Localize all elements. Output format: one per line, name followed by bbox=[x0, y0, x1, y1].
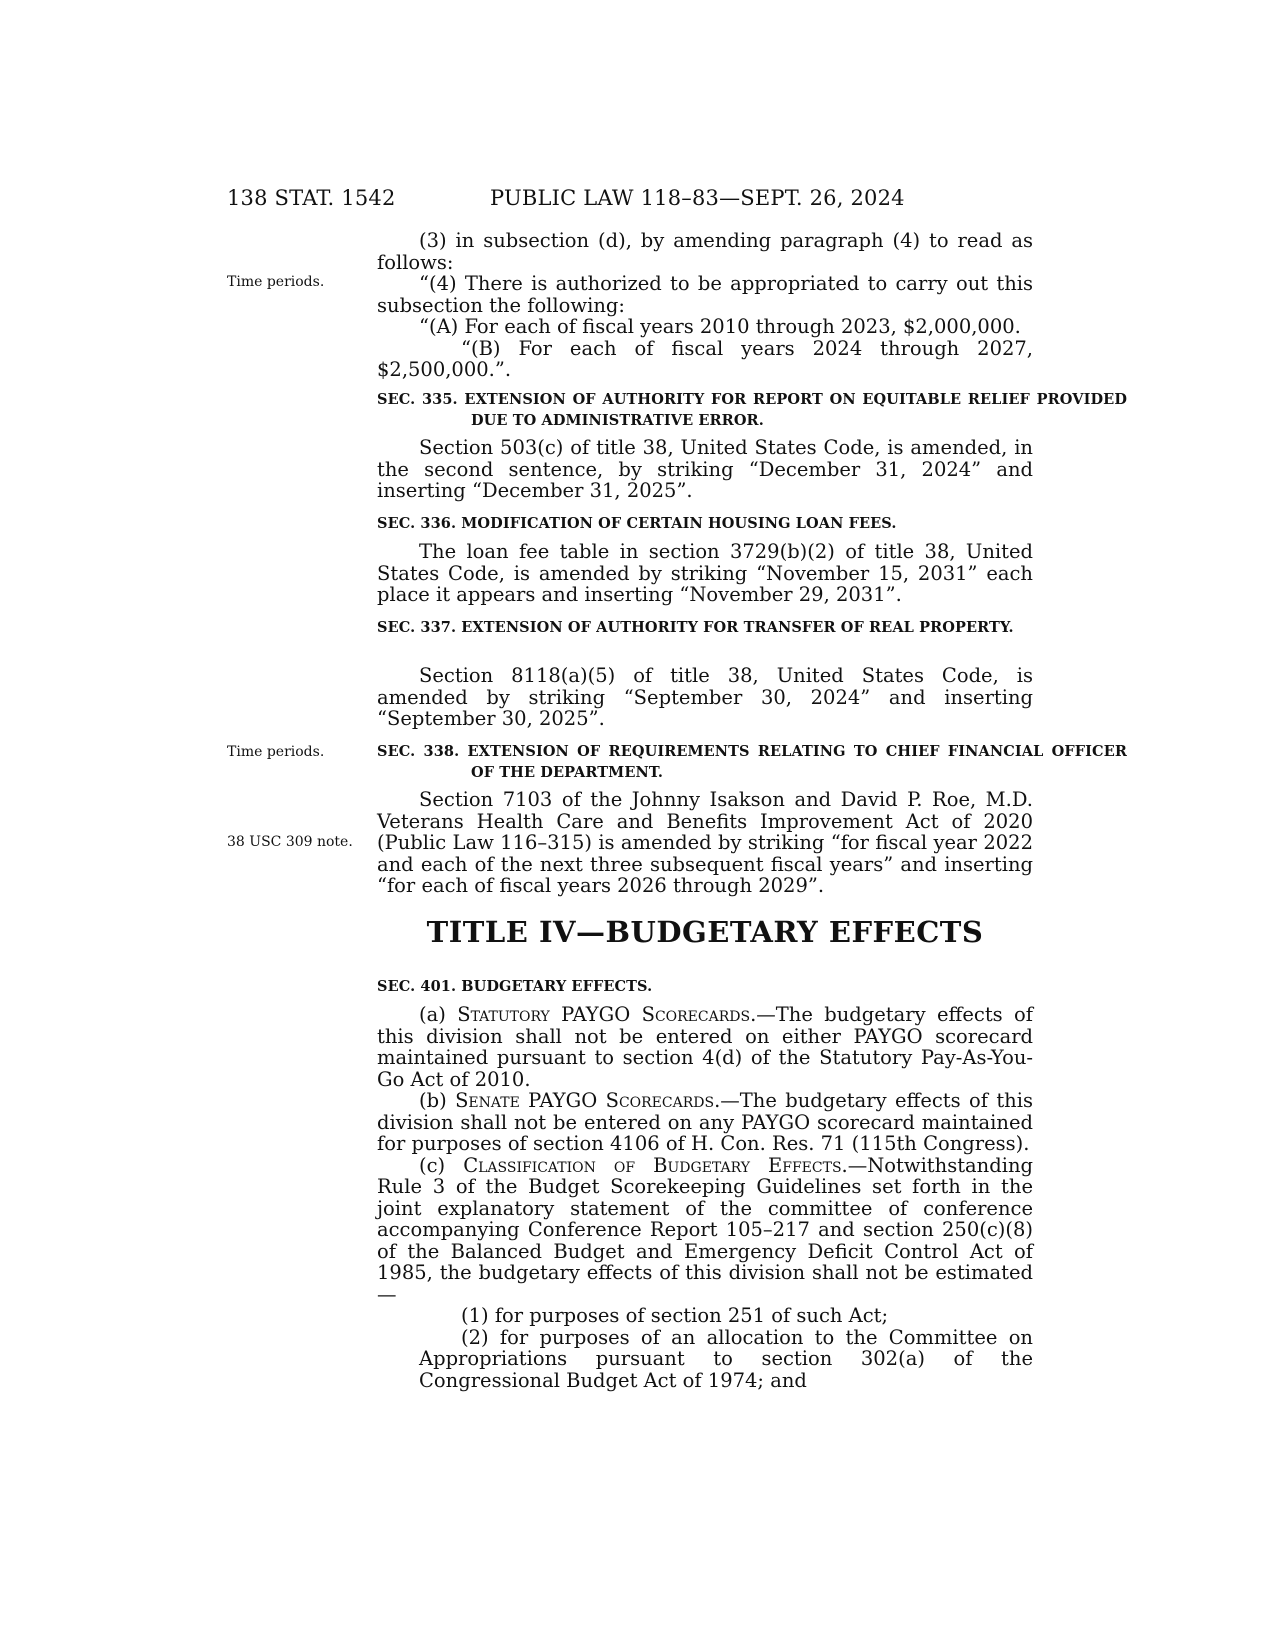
paragraph: Section 503(c) of title 38, United States Code, is amended, in the second sentence, by striking “December 31, 2024” and inserting “December 31, 2025”. bbox=[377, 436, 1033, 502]
paragraph: Section 7103 of the Johnny Isakson and David P. Roe, M.D. Veterans Health Care and Benefits Improvement Act of 2020 (Public Law 116–315) is amended by striking “for fiscal year 2022 and each of the next three subsequent fiscal years” and inserting “for each of fiscal years 2026 through 2029”. bbox=[377, 788, 1033, 897]
subsection-text: .—The budgetary effects of this division shall not be entered on either PAYGO scorecard maintained pursuant to section 4(d) of the Statutory Pay-As-You-Go Act of 2010. bbox=[377, 1003, 1034, 1091]
subsection-text: .—The budgetary effects of this division shall not be entered on any PAYGO scorecard maintained for purposes of section 4106 of H. Con. Res. 71 (115th Congress). bbox=[377, 1089, 1033, 1155]
section-401-body bbox=[377, 1004, 1033, 1391]
subsection-a bbox=[377, 1004, 1033, 1090]
margin-note-time-periods: Time periods. bbox=[227, 274, 325, 290]
margin-note-usc: 38 USC 309 note. bbox=[227, 834, 353, 850]
subsection-label: (b) bbox=[419, 1089, 456, 1112]
subsection-text: .—Notwithstanding Rule 3 of the Budget Scorekeeping Guidelines set forth in the joint explanatory statement of the committee of conference accompanying Conference Report 105–217 and section 250(c)(8) of the Balanced Budget and Emergency Deficit Control Act of 1985, the budgetary effects of this division shall not be estimated— bbox=[377, 1153, 1033, 1306]
subsection-caption: Senate PAYGO Scorecards bbox=[455, 1089, 715, 1112]
subsection-label: (c) bbox=[419, 1153, 464, 1177]
section-335-body bbox=[377, 437, 1033, 502]
subsection-caption: Classification of Budgetary Effects bbox=[463, 1153, 842, 1177]
section-336-heading: SEC. 336. MODIFICATION OF CERTAIN HOUSING LOAN FEES. bbox=[377, 515, 897, 532]
paragraph: “(B) For each of fiscal years 2024 through 2027, $2,500,000.”. bbox=[377, 336, 1033, 381]
paragraph: “(A) For each of fiscal years 2010 through 2023, $2,000,000. bbox=[419, 315, 1021, 338]
subsection-caption: Statutory PAYGO Scorecards bbox=[457, 1003, 751, 1026]
paragraph: (3) in subsection (d), by amending paragraph (4) to read as follows: bbox=[377, 229, 1033, 274]
title-iv-heading: TITLE IV—BUDGETARY EFFECTS bbox=[426, 915, 984, 949]
public-law-header: PUBLIC LAW 118–83—SEPT. 26, 2024 bbox=[490, 186, 905, 210]
subsection-label: (a) bbox=[419, 1003, 458, 1026]
section-401-heading: SEC. 401. BUDGETARY EFFECTS. bbox=[377, 978, 653, 995]
paragraph: “(4) There is authorized to be appropriated to carry out this subsection the following: bbox=[377, 272, 1033, 317]
paragraph-c1: (1) for purposes of section 251 of such Act; bbox=[461, 1304, 889, 1327]
paragraph: The loan fee table in section 3729(b)(2) of title 38, United States Code, is amended by striking “November 15, 2031” each place it appears and inserting “November 29, 2031”. bbox=[377, 540, 1033, 606]
section-334-continuation bbox=[377, 230, 1033, 381]
paragraph: Section 8118(a)(5) of title 38, United States Code, is amended by striking “September 30, 2024” and inserting “September 30, 2025”. bbox=[377, 664, 1033, 730]
section-336-body bbox=[377, 541, 1033, 606]
stat-page-reference: 138 STAT. 1542 bbox=[227, 186, 396, 210]
section-338-body bbox=[377, 789, 1033, 897]
section-337-body bbox=[377, 665, 1033, 730]
section-337-heading: SEC. 337. EXTENSION OF AUTHORITY FOR TRANSFER OF REAL PROPERTY. bbox=[377, 619, 1014, 636]
section-338-heading: SEC. 338. EXTENSION OF REQUIREMENTS RELATING TO CHIEF FINANCIAL OFFICER OF THE DEPARTMENT. bbox=[377, 743, 1127, 781]
paragraph-c2: (2) for purposes of an allocation to the Committee on Appropriations pursuant to section 302(a) of the Congressional Budget Act of 1974; and bbox=[419, 1325, 1033, 1392]
subsection-b bbox=[377, 1090, 1033, 1155]
section-335-heading: SEC. 335. EXTENSION OF AUTHORITY FOR REPORT ON EQUITABLE RELIEF PROVIDED DUE TO ADMINISTRATIVE ERROR. bbox=[377, 391, 1127, 429]
margin-note-time-periods: Time periods. bbox=[227, 744, 325, 760]
subsection-c bbox=[377, 1155, 1033, 1306]
